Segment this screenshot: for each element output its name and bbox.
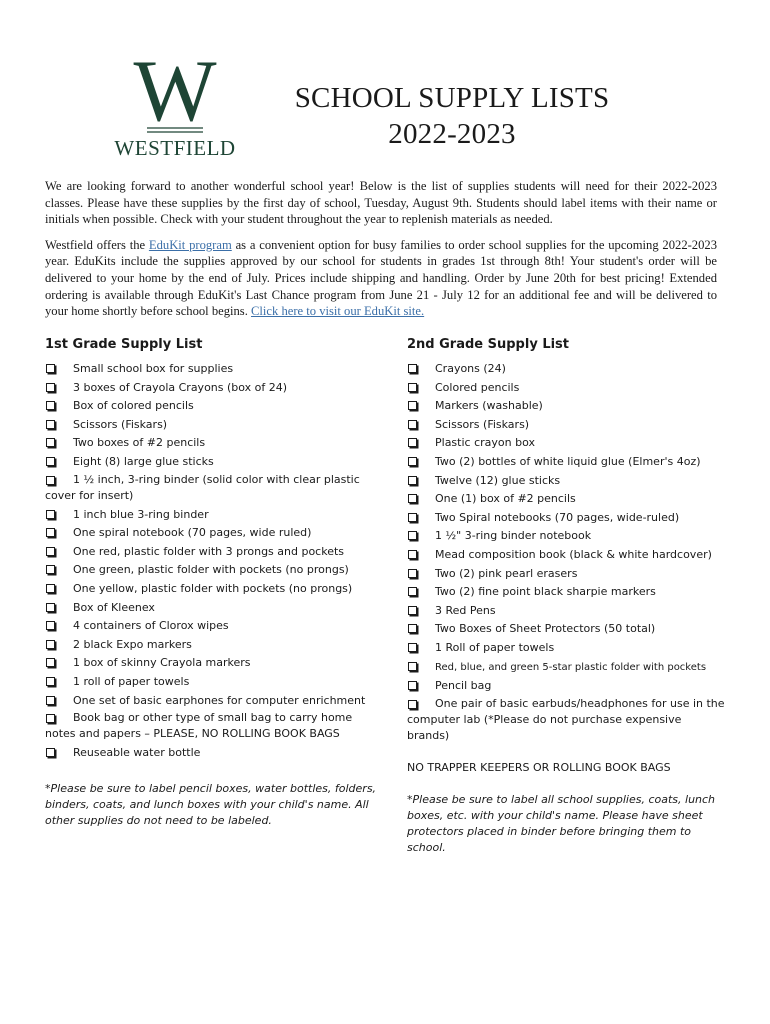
w-monogram-icon xyxy=(107,58,243,138)
checkbox-icon[interactable] xyxy=(408,401,417,410)
edukit-site-link[interactable]: Click here to visit our EduKit site. xyxy=(251,304,425,319)
checklist-item-label: 1 ½" 3-ring binder notebook xyxy=(435,529,592,543)
checkbox-icon[interactable] xyxy=(46,510,55,519)
checklist-item xyxy=(45,744,377,763)
checkbox-icon[interactable] xyxy=(408,383,417,392)
grade2-note: *Please be sure to label all school supplies, coats, lunch boxes, etc. with your child's name. Please have sheet protectors placed in binder before bringing them to school. xyxy=(407,792,716,854)
checklist-item-label: 3 Red Pens xyxy=(435,603,496,617)
checklist-item xyxy=(407,565,727,584)
grade2-heading: 2nd Grade Supply List xyxy=(407,337,570,352)
checkbox-icon[interactable] xyxy=(46,621,55,630)
checklist-item-label: Box of Kleenex xyxy=(73,600,155,614)
checklist-item-label: 1 ½ inch, 3-ring binder (solid color with clear plastic cover for insert) xyxy=(45,472,360,502)
checklist-item xyxy=(45,506,377,525)
checkbox-icon[interactable] xyxy=(408,438,417,447)
checklist-item-label: Two Spiral notebooks (70 pages, wide-ruled) xyxy=(435,510,680,524)
checklist-item-label: Plastic crayon box xyxy=(435,436,535,450)
checklist-item-label: One green, plastic folder with pockets (no prongs) xyxy=(73,563,349,577)
checkbox-icon[interactable] xyxy=(46,696,55,705)
checklist-item-label: One yellow, plastic folder with pockets (no prongs) xyxy=(73,581,353,595)
checklist-item xyxy=(407,472,727,491)
checklist-item xyxy=(407,677,727,696)
checklist-item xyxy=(45,692,377,711)
checkbox-icon[interactable] xyxy=(46,565,55,574)
checkbox-icon[interactable] xyxy=(46,457,55,466)
checklist-item xyxy=(407,416,727,435)
checklist-item-label: Twelve (12) glue sticks xyxy=(435,473,561,487)
checklist-item-label: One spiral notebook (70 pages, wide ruled) xyxy=(73,526,312,540)
checklist-item xyxy=(407,696,727,744)
checklist-item xyxy=(45,416,377,435)
checkbox-icon[interactable] xyxy=(408,700,417,709)
checklist-item-label: Scissors (Fiskars) xyxy=(435,417,530,431)
grade1-note: *Please be sure to label pencil boxes, water bottles, folders, binders, coats, and lunch boxes with your child's name. All other supplies do not need to be labeled. xyxy=(45,781,377,827)
edukit-program-link[interactable]: EduKit program xyxy=(148,237,232,252)
checklist-item-label: Markers (washable) xyxy=(435,399,543,413)
checkbox-icon[interactable] xyxy=(46,528,55,537)
checklist-item xyxy=(407,583,727,602)
checklist-item xyxy=(45,580,377,599)
checklist-item xyxy=(45,379,377,398)
checkbox-icon[interactable] xyxy=(408,624,417,633)
checklist-item xyxy=(407,397,727,416)
checklist-item xyxy=(407,602,727,621)
checkbox-icon[interactable] xyxy=(408,662,417,671)
checkbox-icon[interactable] xyxy=(408,420,417,429)
title-line-2: 2022-2023 xyxy=(388,118,516,150)
checklist-item-label: Two (2) fine point black sharpie markers xyxy=(435,585,656,599)
logo-letter: W xyxy=(133,58,217,138)
checklist-item xyxy=(45,673,377,692)
checklist-item-label: 1 roll of paper towels xyxy=(73,674,190,688)
checkbox-icon[interactable] xyxy=(46,476,55,485)
checkbox-icon[interactable] xyxy=(408,569,417,578)
p2-before-link: Westfield offers the xyxy=(45,237,149,252)
checkbox-icon[interactable] xyxy=(46,401,55,410)
checkbox-icon[interactable] xyxy=(408,457,417,466)
checkbox-icon[interactable] xyxy=(408,531,417,540)
checklist-item xyxy=(45,561,377,580)
checkbox-icon[interactable] xyxy=(46,714,55,723)
checkbox-icon[interactable] xyxy=(408,681,417,690)
checklist-item-label: Reuseable water bottle xyxy=(73,746,201,760)
checklist-item xyxy=(407,658,727,678)
checklist-item xyxy=(45,617,377,636)
checklist-item xyxy=(45,434,377,453)
checklist-item-label: One red, plastic folder with 3 prongs and pockets xyxy=(73,544,345,558)
checklist-item xyxy=(45,397,377,416)
checklist-item xyxy=(407,509,727,528)
grade2-section xyxy=(407,336,727,856)
checkbox-icon[interactable] xyxy=(46,420,55,429)
checkbox-icon[interactable] xyxy=(408,476,417,485)
checklist-item xyxy=(45,472,377,504)
checklist-item-label: Eight (8) large glue sticks xyxy=(73,454,214,468)
checklist-item-label: Book bag or other type of small bag to carry home notes and papers – PLEASE, NO ROLLING BOOK BAGS xyxy=(45,711,353,741)
checkbox-icon[interactable] xyxy=(408,364,417,373)
logo-word: WESTFIELD xyxy=(114,136,236,160)
checklist-item xyxy=(45,360,377,379)
p2-after-link: as a convenient option for busy families to order school supplies for the upcoming 2022-2023 year. EduKits include the supplies approved by our school for students in grades 1st through 8th! Your student's order will be delivered to your home by the end of July. Prices include shipping and handling. Order by June 20th for best pricing! Extended ordering is available through EduKit's Last Chance program from June 21 - July 12 for an additional fee and will be delivered to your home shortly before school begins. xyxy=(45,237,717,319)
checklist-item-label: 2 black Expo markers xyxy=(73,637,192,651)
checklist-item-label: Box of colored pencils xyxy=(73,399,194,413)
intro-paragraph-1: We are looking forward to another wonderful school year! Below is the list of supplies students will need for their 2022-2023 classes. Please have these supplies by the first day of school, Tuesday, August 9th. Students should label items with their name or initials when possible. Check with your student throughout the year to replenish materials as needed. xyxy=(45,179,717,227)
checklist-item xyxy=(407,360,727,379)
checklist-item-label: Colored pencils xyxy=(435,380,520,394)
checklist-item-label: 3 boxes of Crayola Crayons (box of 24) xyxy=(73,380,288,394)
checklist-item xyxy=(45,636,377,655)
checklist-item xyxy=(407,639,727,658)
checkbox-icon[interactable] xyxy=(408,494,417,503)
checklist-item xyxy=(407,453,727,472)
checklist-item xyxy=(45,453,377,472)
intro-text xyxy=(45,178,717,329)
checkbox-icon[interactable] xyxy=(46,640,55,649)
checkbox-icon[interactable] xyxy=(46,364,55,373)
checklist-item-label: One pair of basic earbuds/headphones for use in the computer lab (*Please do not purchase expensive brands) xyxy=(407,696,725,742)
checklist-item xyxy=(407,620,727,639)
checkbox-icon[interactable] xyxy=(46,658,55,667)
checkbox-icon[interactable] xyxy=(408,606,417,615)
checkbox-icon[interactable] xyxy=(46,547,55,556)
checklist-item-label: Two (2) pink pearl erasers xyxy=(435,566,578,580)
checklist-item xyxy=(45,543,377,562)
intro-paragraph-2 xyxy=(45,237,717,320)
title-line-1: SCHOOL SUPPLY LISTS xyxy=(294,82,610,114)
checkbox-icon[interactable] xyxy=(408,513,417,522)
checklist-item xyxy=(407,490,727,509)
checklist-item-label: Two (2) bottles of white liquid glue (Elmer's 4oz) xyxy=(435,454,701,468)
checkbox-icon[interactable] xyxy=(46,383,55,392)
checkbox-icon[interactable] xyxy=(46,677,55,686)
checklist-item xyxy=(45,599,377,618)
checklist-item xyxy=(407,546,727,565)
checklist-item-label: 4 containers of Clorox wipes xyxy=(73,619,229,633)
checklist-item-label: 1 inch blue 3-ring binder xyxy=(73,507,209,521)
westfield-logo xyxy=(107,58,243,160)
checkbox-icon[interactable] xyxy=(46,584,55,593)
grade2-list xyxy=(407,360,727,744)
checklist-item-label: 1 Roll of paper towels xyxy=(435,640,555,654)
checklist-item-label: Red, blue, and green 5-star plastic folder with pockets xyxy=(435,661,707,673)
checkbox-icon[interactable] xyxy=(46,438,55,447)
grade1-section xyxy=(45,336,377,829)
checklist-item xyxy=(407,434,727,453)
checkbox-icon[interactable] xyxy=(408,587,417,596)
grade2-caps-note: NO TRAPPER KEEPERS OR ROLLING BOOK BAGS xyxy=(407,760,671,774)
checkbox-icon[interactable] xyxy=(408,550,417,559)
checklist-item xyxy=(45,654,377,673)
grade1-heading: 1st Grade Supply List xyxy=(45,337,203,352)
checklist-item-label: Mead composition book (black & white hardcover) xyxy=(435,547,712,561)
checklist-item-label: Pencil bag xyxy=(435,679,492,693)
checklist-item-label: Two boxes of #2 pencils xyxy=(73,436,206,450)
checklist-item-label: One set of basic earphones for computer enrichment xyxy=(73,693,366,707)
checkbox-icon[interactable] xyxy=(408,643,417,652)
checklist-item-label: Scissors (Fiskars) xyxy=(73,417,168,431)
checklist-item xyxy=(407,379,727,398)
checkbox-icon[interactable] xyxy=(46,603,55,612)
checklist-item-label: 1 box of skinny Crayola markers xyxy=(73,656,251,670)
checklist-item-label: Two Boxes of Sheet Protectors (50 total) xyxy=(435,622,656,636)
checklist-item-label: Crayons (24) xyxy=(435,362,506,375)
checklist-item xyxy=(407,527,727,546)
checklist-item xyxy=(45,710,377,742)
checklist-item xyxy=(45,524,377,543)
checklist-item-label: Small school box for supplies xyxy=(73,362,234,375)
grade1-list xyxy=(45,360,377,763)
checkbox-icon[interactable] xyxy=(46,748,55,757)
checklist-item-label: One (1) box of #2 pencils xyxy=(435,492,576,506)
page-title xyxy=(262,80,642,152)
